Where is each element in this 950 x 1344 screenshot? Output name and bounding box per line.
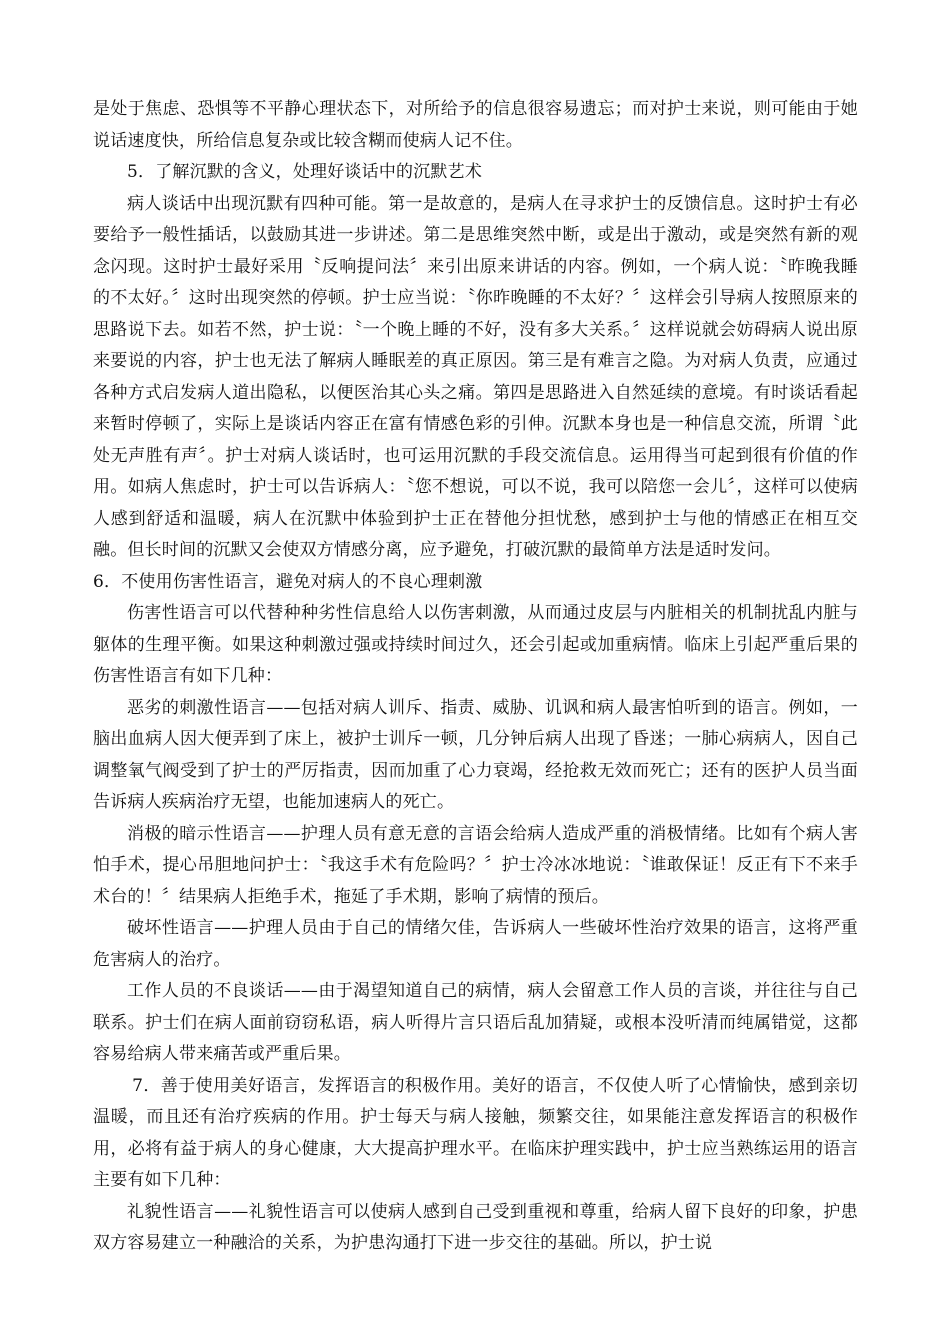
document-page: [93, 94, 858, 1260]
section-heading-6: 6．不使用伤害性语言，避免对病人的不良心理刺激: [93, 571, 483, 592]
paragraph-staff-talk: 工作人员的不良谈话——由于渴望知道自己的病情，病人会留意工作人员的言谈，并往往与自己联系。护士们在病人面前窃窃私语，病人听得片言只语后乱加猜疑，或根本没听清而纯属错觉，这都容易给病人带来痛苦或严重后果。: [93, 981, 858, 1064]
paragraph-negative-suggestion: 消极的暗示性语言——护理人员有意无意的言语会给病人造成严重的消极情绪。比如有个病人害怕手术，提心吊胆地问护士：〝我这手术有危险吗？〞护士冷冰冰地说：〝谁敢保证！反正有下不来手术台的！〞结果病人拒绝手术，拖延了手术期，影响了病情的预后。: [93, 823, 858, 907]
paragraph-silence-types: 病人谈话中出现沉默有四种可能。第一是故意的，是病人在寻求护士的反馈信息。这时护士有必要给予一般性插话，以鼓励其进一步讲述。第二是思维突然中断，或是出于激动，或是突然有新的观念闪现。这时护士最好采用〝反响提问法〞来引出原来讲话的内容。例如，一个病人说：〝昨晚我睡的不太好。〞这时出现突然的停顿。护士应当说：〝你昨晚睡的不太好？〞这样会引导病人按照原来的思路说下去。如若不然，护士说：〝一个晚上睡的不好，没有多大关系。〞这样说就会妨碍病人说出原来要说的内容，护士也无法了解病人睡眠差的真正原因。第三是有难言之隐。为对病人负责，应通过各种方式启发病人道出隐私，以便医治其心头之痛。第四是思路进入自然延续的意境。有时谈话看起来暂时停顿了，实际上是谈话内容正在富有情感色彩的引伸。沉默本身也是一种信息交流，所谓〝此处无声胜有声〞。护士对病人谈话时，也可运用沉默的手段交流信息。运用得当可起到很有价值的作用。如病人焦虑时，护士可以告诉病人：〝您不想说，可以不说，我可以陪您一会儿〞，这样可以使病人感到舒适和温暖，病人在沉默中体验到护士正在替他分担忧愁，感到护士与他的情感正在相互交融。但长时间的沉默又会使双方情感分离，应予避免，打破沉默的最简单方法是适时发问。: [93, 193, 858, 560]
paragraph-destructive-language: 破坏性语言——护理人员由于自己的情绪欠佳，告诉病人一些破坏性治疗效果的语言，这将严重危害病人的治疗。: [93, 918, 858, 970]
paragraph-harmful-language: 伤害性语言可以代替种种劣性信息给人以伤害刺激，从而通过皮层与内脏相关的机制扰乱内脏与躯体的生理平衡。如果这种刺激过强或持续时间过久，还会引起或加重病情。临床上引起严重后果的伤害性语言有如下几种：: [93, 603, 858, 686]
section-heading-5: 5．了解沉默的含义，处理好谈话中的沉默艺术: [127, 162, 483, 182]
paragraph-irritating-language: 恶劣的刺激性语言——包括对病人训斥、指责、威胁、讥讽和病人最害怕听到的语言。例如，一脑出血病人因大便弄到了床上，被护士训斥一顿，几分钟后病人出现了昏迷；一肺心病病人，因自己调整氧气阀受到了护士的严厉指责，因而加重了心力衰竭，经抢救无效而死亡；还有的医护人员当面告诉病人疾病治疗无望，也能加速病人的死亡。: [93, 697, 858, 812]
paragraph-continuation: 是处于焦虑、恐惧等不平静心理状态下，对所给予的信息很容易遗忘；而对护士来说，则可能由于她说话速度快，所给信息复杂或比较含糊而使病人记不住。: [93, 99, 858, 151]
section-heading-7: 7．善于使用美好语言，发挥语言的积极作用。美好的语言，不仅使人听了心情愉快，感到亲切温暖，而且还有治疗疾病的作用。护士每天与病人接触，频繁交往，如果能注意发挥语言的积极作用，必将有益于病人的身心健康，大大提高护理水平。在临床护理实践中，护士应当熟练运用的语言主要有如下几种：: [93, 1075, 858, 1190]
paragraph-polite-language: 礼貌性语言——礼貌性语言可以使病人感到自己受到重视和尊重，给病人留下良好的印象，护患双方容易建立一种融洽的关系，为护患沟通打下进一步交往的基础。所以，护士说: [93, 1201, 858, 1253]
